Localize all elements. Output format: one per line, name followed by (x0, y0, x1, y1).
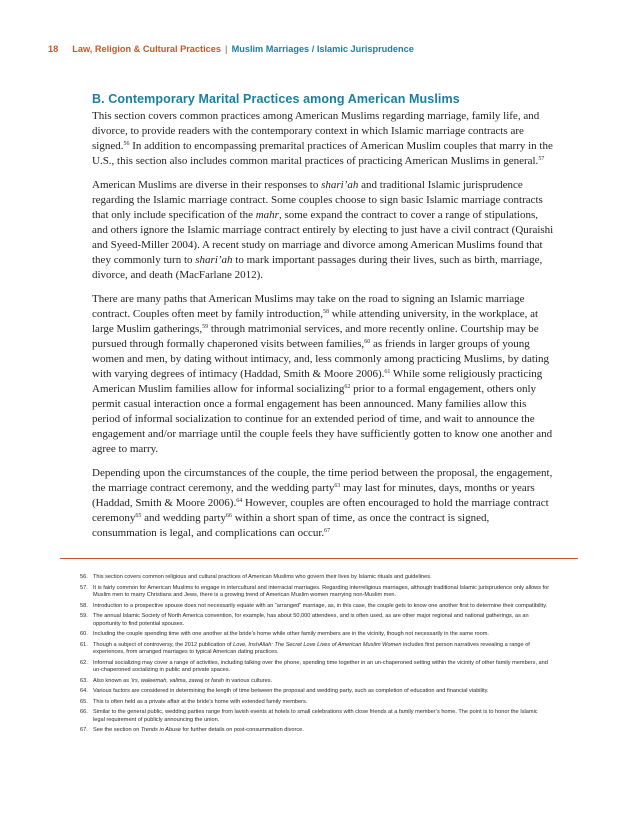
footnote-ref[interactable]: 58 (322, 309, 329, 315)
italic-term: mahr (255, 209, 279, 221)
footnote-number: 60. (80, 631, 88, 637)
italic-term: shari’ah (195, 254, 233, 266)
footnote-ref[interactable]: 66 (226, 513, 232, 519)
footnote-number: 59. (80, 613, 88, 619)
paragraph-2 (92, 178, 554, 283)
footnote-text: This section covers common religious and cultural practices of American Muslims who govern their lives by Islamic rituals and guidelines. (93, 574, 432, 580)
footnote (80, 709, 550, 724)
footnote-text: Various factors are considered in determining the length of time between the proposal and wedding party, such as completion of education and financial viability. (93, 688, 489, 694)
section-link[interactable]: Trends in Abuse (140, 727, 182, 733)
text-run: See the section on (93, 727, 141, 733)
text-run: There are many paths that American Muslims may take on the road to signing an Islamic marriage contract. Couples often meet by family introduction, (92, 293, 525, 320)
footnote (80, 631, 550, 639)
section-name: Muslim Marriages / Islamic Jurisprudence (231, 44, 414, 54)
footnote-number: 62. (80, 659, 88, 666)
paragraph-4 (92, 466, 554, 541)
text-run: for further details on post-consummation divorce. (181, 727, 304, 733)
footnote (80, 660, 550, 675)
footnote (80, 585, 550, 600)
footnotes (80, 574, 550, 738)
footnote-text (93, 727, 550, 735)
footnote (80, 678, 550, 686)
footnote-ref[interactable]: 59 (202, 324, 209, 330)
text-run: or (203, 677, 212, 684)
text-run: may last for minutes, days, months or years (Haddad, Smith & Moore 2006). (92, 482, 535, 509)
footnote-ref[interactable]: 57 (538, 156, 545, 162)
footnote-text (93, 678, 550, 686)
footnote-text: Introduction to a prospective spouse does not necessarily equate with an “arranged” marriage, as, in this case, the couple gets to know one another first to determine their compatibility. (93, 602, 548, 609)
italic-term: farah (211, 677, 224, 684)
text-run: includes first person narratives revealing a range of experiences, from arranged marriages to typical American dating practices. (93, 641, 530, 655)
footnote-ref[interactable]: 67 (324, 528, 331, 534)
text-run: This section covers common practices among American Muslims regarding marriage, family life, and divorce, to provide readers with the contemporary context in which Islamic marriage contracts are signed. (92, 110, 540, 152)
text-run: Though a subject of controversy, the 2012 publication of (93, 641, 234, 648)
italic-term: ‘irs, waleemah, valima, zawaj (130, 677, 204, 684)
footnote (80, 603, 550, 611)
footnote (80, 642, 550, 657)
text-run: while attending university, in the workplace, at large Muslim gatherings, (92, 308, 539, 335)
italic-term: shari’ah (321, 179, 359, 191)
text-run: within a short span of time, as once the contract is signed, consummation is legal, and complications can occur. (92, 512, 490, 539)
text-run: and wedding party (141, 512, 226, 524)
footnote-number: 56. (80, 574, 88, 580)
footnote-number: 64. (80, 688, 88, 694)
text-run: in various cultures. (223, 677, 273, 684)
footnote-text: It is fairly common for American Muslims to engage in intercultural and interracial marriages. Regarding interreligious marriages, although traditional Islamic jurisprudence only allows for Muslim men to marry Christians and Jews, there is a growing trend of American Muslim women marrying non-Muslim men. (93, 584, 550, 598)
text-run: However, couples are often encouraged to hold the marriage contract ceremony (92, 497, 549, 524)
footnote-text: Similar to the general public, wedding parties range from lavish events at hotels to small celebrations with close friends at a family member’s home. The point is to honor the Islamic legal requirement of publicly announcing the union. (93, 709, 538, 723)
text-run: through matrimonial services, and more recently online. Courtship may be pursued through formally chaperoned visits between families, (92, 323, 539, 350)
footnote-text: This is often held as a private affair at the bride’s home with extended family members. (93, 698, 308, 705)
footnote-ref[interactable]: 60 (364, 339, 371, 345)
footnote (80, 613, 550, 628)
footnote-text: Including the couple spending time with one another at the bride’s home while other family members are in the vicinity, though not necessarily in the same room. (93, 631, 489, 637)
footnote-text (93, 642, 550, 657)
footnote-number: 58. (80, 602, 88, 609)
footnote (80, 727, 550, 735)
text-run: and traditional Islamic jurisprudence regarding the Islamic marriage contract. Some couples choose to sign basic Islamic marriage contracts that only include specification of the (92, 179, 543, 221)
text-run: , some expand the contract to cover a range of stipulations, and others ignore the Islamic marriage contract entirely by electing to just have a civil contract (Quraishi and Syeed-Miller 2004). A recent study on marriage and divorce among American Muslims found that they commonly turn to (92, 209, 554, 266)
text-run: Also known as (93, 677, 131, 684)
footnote-number: 65. (80, 698, 88, 705)
footnote-number: 63. (80, 677, 88, 684)
text-run: While some religiously practicing American Muslim families allow for informal socializing (92, 368, 543, 395)
text-run: Depending upon the circumstances of the couple, the time period between the proposal, the engagement, the marriage contract ceremony, and the wedding party (92, 467, 553, 494)
footnote (80, 574, 550, 582)
publication-title: Law, Religion & Cultural Practices (72, 44, 221, 54)
running-header (48, 44, 414, 54)
book-title: Love, InshAllah: The Secret Love Lives of American Muslim Women (233, 641, 402, 648)
footnote-text: The annual Islamic Society of North America convention, for example, has about 50,000 attendees, and is often used, as are other major regional and national gatherings, as an opportunity to find potential spouses. (93, 613, 529, 627)
body-text (92, 109, 554, 550)
footnote-ref[interactable]: 63 (334, 483, 341, 489)
header-separator: | (224, 44, 228, 54)
paragraph-3 (92, 292, 554, 457)
footnote-text: Informal socializing may cover a range of activities, including talking over the phone, spending time together in an un-chaperoned setting within the vicinity of other family members, and un-chaperoned socializing in public and private spaces. (93, 659, 548, 673)
footnote-number: 61. (80, 641, 88, 648)
footnote-ref[interactable]: 65 (135, 513, 142, 519)
footnote-divider (60, 558, 578, 559)
page-number: 18 (48, 44, 59, 54)
footnote-number: 57. (80, 584, 88, 591)
section-heading: B. Contemporary Marital Practices among American Muslims (92, 92, 460, 106)
text-run: to mark important passages during their lives, such as birth, marriage, divorce, and death (MacFarlane 2012). (92, 254, 543, 281)
footnote (80, 688, 550, 696)
text-run: prior to a formal engagement, others only permit casual interaction once a formal engagement has been announced. Many families allow this period of informal socialization to continue for an extended period of time, and wait to announce the engagement and/or marriage until the couple feels they have sufficiently gotten to know one another and agree to marry. (92, 383, 553, 455)
footnote-ref[interactable]: 64 (236, 498, 243, 504)
text-run: as friends in larger groups of young women and men, by dating without intimacy, and, less commonly among practicing Muslims, by dating with varying degrees of intimacy (Haddad, Smith & Moore 2006). (92, 338, 549, 380)
paragraph-1 (92, 109, 554, 169)
footnote-ref[interactable]: 56 (123, 141, 130, 147)
footnote-ref[interactable]: 61 (384, 369, 391, 375)
footnote-number: 66. (80, 709, 88, 715)
text-run: American Muslims are diverse in their responses to (92, 179, 322, 191)
text-run: In addition to encompassing premarital practices of American Muslim couples that marry in the U.S., this section also includes common marital practices of practicing American Muslims in general. (92, 140, 553, 167)
footnote (80, 699, 550, 707)
footnote-ref[interactable]: 62 (344, 384, 351, 390)
footnote-number: 67. (80, 727, 88, 733)
